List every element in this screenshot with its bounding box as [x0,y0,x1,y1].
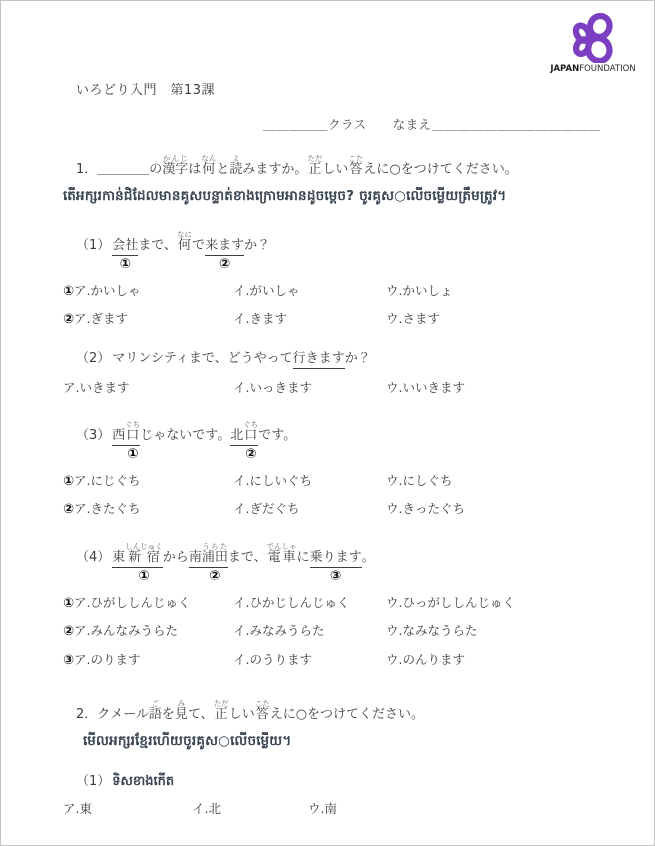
text-segment: 読よ [229,154,243,177]
text-segment: まで、 [138,237,178,253]
term-number-marker: ② [209,567,221,584]
text-segment: 答こた [254,699,270,723]
underlined-term: 西 [112,429,125,446]
answer-options-row [63,623,626,641]
underlined-term: 新宿しんじゅく ① [125,541,163,584]
answer-option: ウ.きったぐち [386,501,465,517]
answer-options-row [63,652,626,670]
answer-option: イ.みなみうらた [233,623,325,639]
answer-option: イ.いっきます [233,379,312,395]
answer-option: ①ア.ひがししんじゅく [63,594,191,611]
answer-option: ③ア.のります [63,651,141,668]
answer-option: ウ.ひっがししんじゅく [386,594,515,610]
question-number: （1） [76,237,111,253]
class-name-fill-in-line: ＿＿＿＿＿クラス なまえ＿＿＿＿＿＿＿＿＿＿＿＿＿ [263,117,601,132]
text-segment: に [296,549,310,565]
option-row-number-marker: ② [63,502,75,518]
question-prompt [76,229,626,272]
text-segment: しい [228,707,255,723]
underlined-term: 口ぐち ② [243,419,259,462]
text-segment: か？ [344,350,371,366]
text-segment: 何なん [201,154,217,177]
text-segment: と [216,162,230,177]
text-segment: えに○をつけてください。 [269,707,425,723]
text-segment: じゃないです。 [140,427,231,443]
section2-khmer-instruction: មើលអក្សរខ្មែរហើយចូរគូស○លើចម្លើយ។ [83,733,292,750]
answer-options-row [63,801,626,818]
underlined-term: 来ます ② [205,237,245,272]
text-segment: しい [322,162,349,177]
text-segment: みますか。 [242,162,308,177]
answer-option: ②ア.きたぐち [63,501,141,518]
underlined-term: 口ぐち ① [125,419,141,462]
question-number: （2） [76,350,111,366]
answer-options-row [63,380,626,397]
japan-foundation-logo [545,13,641,74]
butterfly-flower-icon [570,13,616,63]
text-segment: まで、 [227,549,267,565]
text-segment: 。 [361,549,375,565]
option-row-number-marker: ① [63,473,75,489]
text-segment: で [192,237,206,253]
term-number-marker: ① [127,445,139,462]
text-segment: から [162,549,189,565]
text-segment: を [161,707,175,723]
answer-option: ウ.にしぐち [386,472,453,488]
term-number-marker: ① [138,567,150,584]
answer-option: イ.きます [233,311,287,327]
answer-options-row [63,473,626,491]
answer-option: ウ.いいきます [386,379,465,395]
text-segment: 漢字かんじ [162,154,189,177]
logo-text-japan: JAPAN [550,64,580,74]
section1-questions [63,230,626,669]
section2-questions [63,775,626,818]
answer-option: イ.ぎだぐち [233,501,300,517]
text-segment: マリンシティまで、どうやって [112,350,293,366]
text-segment: 正ただ [307,154,323,177]
option-row-number-marker: ① [63,595,75,611]
logo-wordmark [545,64,641,74]
section1-khmer-instruction: តើអក្សរកាន់ជិដែលមានគូសបន្ទាត់ខាងក្រោមអានដូចម្ដេច? ចូរគូស○លើចម្លើយត្រឹមត្រូវ។ [63,187,507,204]
answer-option: イ.北 [192,801,221,817]
answer-option: ウ.かいしょ [386,282,453,298]
underlined-term: 北 [230,429,243,446]
term-number-marker: ② [218,255,231,272]
option-row-number-marker: ③ [63,652,75,668]
answer-option: イ.ひかじしんじゅく [233,594,350,610]
question-prompt [76,419,626,462]
underlined-term: 東 [112,551,125,568]
section2-title [76,699,626,723]
answer-options-row [63,283,626,301]
underlined-term: 浦田うらた ② [201,541,228,584]
answer-option: ①ア.かいしゃ [63,282,141,299]
underlined-term: 乗ります ③ [309,549,362,584]
text-segment: 見み [174,699,188,723]
option-row-number-marker: ② [63,312,75,328]
question-number: （3） [76,427,111,443]
section1-title [76,154,626,178]
answer-option: ②ア.みんなみうらた [63,623,178,640]
answer-option: ウ.南 [308,801,337,817]
underlined-term: 行きます [293,352,345,369]
question-number: （1） [76,774,111,790]
answer-option: ア.東 [63,801,92,817]
answer-options-row [63,501,626,519]
answer-options-row [63,311,626,329]
document-title: いろどり入門 第13課 [76,83,216,98]
underlined-term: 南 [189,551,202,568]
text-segment: は [188,162,202,177]
logo-text-foundation: FOUNDATION [579,64,636,74]
text-segment: 電車でんしゃ [266,541,297,565]
text-segment: 正ただ [213,699,229,723]
answer-option: イ.のうります [233,651,312,667]
answer-option: ウ.のんります [386,651,465,667]
term-number-marker: ③ [329,567,342,584]
text-segment: です。 [258,427,297,443]
answer-option: ア.いきます [63,379,130,395]
answer-options-row [63,595,626,613]
question-number: （4） [76,549,111,565]
text-segment: えに○をつけてください。 [363,162,518,177]
text-segment: ទិសខាងកើត [112,774,175,790]
question-prompt [76,352,626,369]
term-number-marker: ① [119,255,131,272]
question-prompt [76,775,626,790]
text-segment: て、 [187,707,214,723]
text-segment: 2．クメール [76,707,149,723]
text-segment: 1．＿＿＿＿の [76,162,163,177]
question-prompt [76,541,626,584]
answer-option: イ.にしいぐち [233,472,312,488]
answer-option: ①ア.にじぐち [63,472,141,489]
option-row-number-marker: ② [63,624,75,640]
underlined-term: 会社 ① [112,237,139,272]
text-segment: 語ご [148,699,162,723]
answer-option: イ.がいしゃ [233,282,300,298]
answer-option: ウ.なみなうらた [386,623,478,639]
answer-option: ②ア.ぎます [63,311,128,328]
text-segment: 答こた [348,154,364,177]
option-row-number-marker: ① [63,283,75,299]
text-segment: か？ [244,237,271,253]
text-segment: 何なに [177,229,193,253]
answer-option: ウ.さます [386,311,440,327]
term-number-marker: ② [245,445,257,462]
